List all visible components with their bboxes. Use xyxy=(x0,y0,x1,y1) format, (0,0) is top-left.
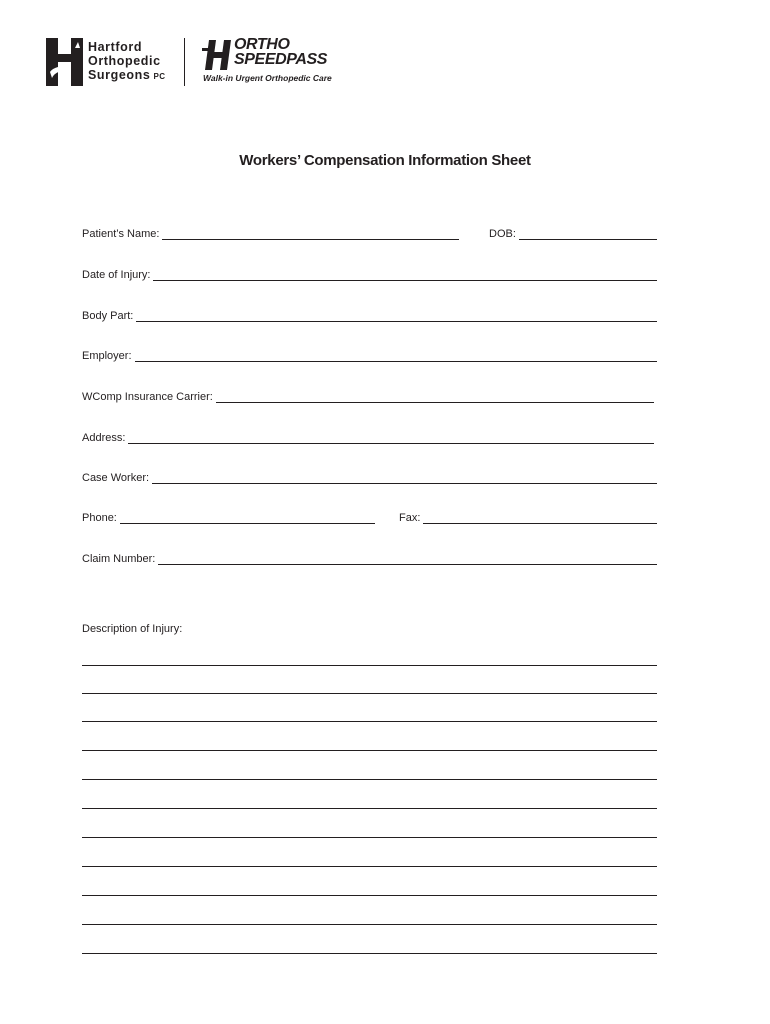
phone-blank[interactable] xyxy=(120,512,375,524)
claim-number-blank[interactable] xyxy=(158,553,657,565)
hartford-h-monogram-icon xyxy=(44,38,86,86)
body-part-label: Body Part: xyxy=(82,310,134,322)
address-blank[interactable] xyxy=(128,432,654,444)
case-worker-label: Case Worker: xyxy=(82,472,150,484)
insurance-carrier-field[interactable] xyxy=(82,391,654,403)
claim-number-label: Claim Number: xyxy=(82,553,156,565)
patient-name-blank[interactable] xyxy=(162,228,459,240)
case-worker-blank[interactable] xyxy=(152,472,657,484)
description-line[interactable] xyxy=(82,895,657,896)
description-line[interactable] xyxy=(82,953,657,954)
body-part-blank[interactable] xyxy=(136,310,657,322)
patient-name-field[interactable] xyxy=(82,228,459,240)
speedpass-line-2: SPEEDPASS xyxy=(234,51,328,68)
description-line[interactable] xyxy=(82,837,657,838)
employer-label: Employer: xyxy=(82,350,132,362)
fax-blank[interactable] xyxy=(423,512,657,524)
fax-label: Fax: xyxy=(399,512,421,524)
date-of-injury-field[interactable] xyxy=(82,269,657,281)
description-line[interactable] xyxy=(82,750,657,751)
logo-divider xyxy=(184,38,185,86)
phone-field[interactable] xyxy=(82,512,375,524)
address-field[interactable] xyxy=(82,432,654,444)
phone-label: Phone: xyxy=(82,512,117,524)
hos-pc-suffix: PC xyxy=(153,72,166,81)
speedpass-wordmark xyxy=(234,37,327,67)
date-of-injury-blank[interactable] xyxy=(153,269,657,281)
case-worker-field[interactable] xyxy=(82,472,657,484)
hos-line-3: Surgeons xyxy=(88,68,151,82)
speedpass-h-icon xyxy=(202,40,236,74)
patient-name-label: Patient’s Name: xyxy=(82,228,160,240)
fax-field[interactable] xyxy=(399,512,657,524)
speedpass-line-1: ORTHO xyxy=(234,36,290,53)
dob-field[interactable] xyxy=(489,228,657,240)
hos-wordmark xyxy=(88,40,165,84)
insurance-carrier-label: WComp Insurance Carrier: xyxy=(82,391,213,403)
body-part-field[interactable] xyxy=(82,310,657,322)
description-line[interactable] xyxy=(82,808,657,809)
description-line[interactable] xyxy=(82,693,657,694)
address-label: Address: xyxy=(82,432,126,444)
description-line[interactable] xyxy=(82,665,657,666)
date-of-injury-label: Date of Injury: xyxy=(82,269,151,281)
description-label: Description of Injury: xyxy=(82,623,183,635)
dob-blank[interactable] xyxy=(519,228,657,240)
description-line[interactable] xyxy=(82,779,657,780)
employer-blank[interactable] xyxy=(135,350,657,362)
speedpass-tagline: Walk-in Urgent Orthopedic Care xyxy=(203,73,332,83)
dob-label: DOB: xyxy=(489,228,516,240)
page-title: Workers’ Compensation Information Sheet xyxy=(239,152,531,169)
employer-field[interactable] xyxy=(82,350,657,362)
hos-line-2: Orthopedic xyxy=(88,54,161,68)
description-line[interactable] xyxy=(82,721,657,722)
claim-number-field[interactable] xyxy=(82,553,657,565)
insurance-carrier-blank[interactable] xyxy=(216,391,654,403)
description-line[interactable] xyxy=(82,866,657,867)
hos-line-1: Hartford xyxy=(88,40,143,54)
description-line[interactable] xyxy=(82,924,657,925)
